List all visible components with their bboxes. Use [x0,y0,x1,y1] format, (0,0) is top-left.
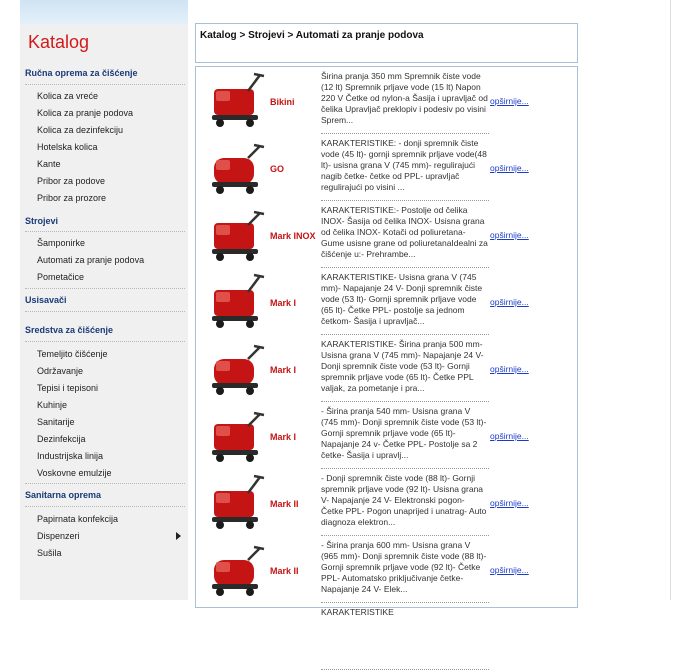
category-heading-strojevi[interactable]: Strojevi [25,216,59,226]
category-item-samponirke[interactable]: Šamponirke [37,238,86,248]
product-list [195,66,578,617]
header-strip [20,0,188,24]
category-item-kolica-za-vrece[interactable]: Kolica za vreće [37,91,99,101]
category-item-hotelska-kolica[interactable]: Hotelska kolica [37,142,98,152]
product-name[interactable]: Mark I [270,298,297,308]
category-heading-usisavaci[interactable]: Usisavači [25,295,67,305]
category-item-kante[interactable]: Kante [37,159,61,169]
main-content [188,0,670,617]
product-row [196,67,577,134]
read-more-link[interactable]: opširnije... [490,96,529,106]
product-description: KARAKTERISTIKE- Širina pranja 500 mm- Usisna grana V (745 mm)- Napajanje 24 V- Donji spremnik čiste vode (53 lt)- Gornji spremnik prljave vode (65 lt)- Četke PPL valjak, za pometanje i pra... [321,339,489,402]
category-item-sanitarije[interactable]: Sanitarije [37,417,75,427]
breadcrumb-box [195,23,578,63]
category-item-dispenzeri[interactable]: Dispenzeri [37,531,80,541]
sidebar-title: Katalog [28,32,90,52]
category-item-temeljito-ciscenje[interactable]: Temeljito čišćenje [37,349,108,359]
read-more-link[interactable]: opširnije... [490,230,529,240]
category-item-pribor-za-podove[interactable]: Pribor za podove [37,176,106,186]
category-item-susila[interactable]: Sušila [37,548,62,558]
product-row [196,268,577,335]
product-row [196,536,577,603]
product-name[interactable]: Mark I [270,365,297,375]
catalog-sidebar [20,24,188,600]
category-item-dezinfekcija[interactable]: Dezinfekcija [37,434,86,444]
product-name[interactable]: Mark II [270,566,299,576]
read-more-link[interactable]: opširnije... [490,297,529,307]
product-name[interactable]: GO [270,164,285,174]
read-more-link[interactable]: opširnije... [490,163,529,173]
category-item-automati-za-pranje-podova[interactable]: Automati za pranje podova [37,255,145,265]
product-description: - Donji spremnik čiste vode (88 lt)- Gornji spremnik prljave vode (92 lt)- Usisna grana V- Napajanje 24 V- Elektronski pogon- Četke PPL- Pogon unaprijed i unatrag- Auto diagnoza elektron... [321,473,489,536]
product-row [196,603,577,670]
browser-right-margin [670,0,690,600]
product-row [196,469,577,536]
submenu-arrow-icon [176,532,181,540]
product-row [196,201,577,268]
category-item-odrzavanje[interactable]: Održavanje [37,366,84,376]
category-item-voskovne-emulzije[interactable]: Voskovne emulzije [37,468,112,478]
product-name[interactable]: Mark INOX [270,231,316,241]
category-item-kuhinje[interactable]: Kuhinje [37,400,68,410]
product-description: - Širina pranja 600 mm- Usisna grana V (965 mm)- Donji spremnik čiste vode (88 lt)- Gornji spremnik prljave vode (92 lt)- Četke PPL- Automatsko priključivanje četke- Napajanje 24 V- Elek... [321,540,489,603]
product-description: Širina pranja 350 mm Spremnik čiste vode (12 lt) Spremnik prljave vode (15 lt) Napon 220 V Četke od nylon-a Šasija i upravljač od čelika Upravljač preklopiv i podesiv po visini Sprem... [321,71,489,134]
floor-scrubber-machine-image[interactable] [204,138,266,198]
divider [25,231,185,232]
read-more-link[interactable]: opširnije... [490,364,529,374]
category-item-kolica-za-pranje-podova[interactable]: Kolica za pranje podova [37,108,134,118]
category-heading-rucna-oprema[interactable]: Ručna oprema za čišćenje [25,68,138,78]
divider [25,341,185,342]
category-item-pribor-za-prozore[interactable]: Pribor za prozore [37,193,107,203]
product-description: KARAKTERISTIKE [321,607,489,670]
floor-scrubber-machine-image[interactable] [204,272,266,332]
product-row [196,402,577,469]
breadcrumb: Katalog > Strojevi > Automati za pranje podova [200,30,424,41]
floor-scrubber-machine-image[interactable] [204,71,266,131]
read-more-link[interactable]: opširnije... [490,565,529,575]
product-name[interactable]: Bikini [270,97,295,107]
product-name[interactable]: Mark II [270,499,299,509]
floor-scrubber-machine-image[interactable] [204,205,266,265]
category-item-kolica-za-dezinfekciju[interactable]: Kolica za dezinfekciju [37,125,124,135]
divider [25,483,185,484]
category-item-tepisi-i-tepisoni[interactable]: Tepisi i tepisoni [37,383,99,393]
category-item-pometacice[interactable]: Pometačice [37,272,85,282]
divider [25,506,185,507]
divider [25,288,185,289]
product-row [196,335,577,402]
product-description: KARAKTERISTIKE- Usisna grana V (745 mm)- Napajanje 24 V- Donji spremnik čiste vode (53 lt)- Gornji spremnik prljave vode (65 lt)- Četke PPL- postolje sa jednom četkom- Šasija i upravljač... [321,272,489,335]
floor-scrubber-machine-image[interactable] [204,406,266,466]
floor-scrubber-machine-image[interactable] [204,540,266,600]
floor-scrubber-machine-image[interactable] [204,473,266,533]
product-name[interactable]: Mark I [270,432,297,442]
read-more-link[interactable]: opširnije... [490,431,529,441]
product-description: KARAKTERISTIKE:- Postolje od čelika INOX- Šasija od čelika INOX- Usisna grana od čelika INOX- Kotači od poliuretana- Gume usisne grane od poliuretanaIdealni za čišćenje u:- Prehrambe... [321,205,489,268]
category-heading-sredstva-za-ciscenje[interactable]: Sredstva za čišćenje [25,325,114,335]
category-item-industrijska-linija[interactable]: Industrijska linija [37,451,104,461]
browser-left-margin [0,0,20,600]
product-description: KARAKTERISTIKE: - donji spremnik čiste vode (45 lt)- gornji spremnik prljave vode(48 lt)- usisna grana V (745 mm)- regulirajući nagib četke- četke od PPL- upravljač regulirajući po visini ... [321,138,489,201]
floor-scrubber-machine-image[interactable] [204,339,266,399]
category-item-papirnata-konfekcija[interactable]: Papirnata konfekcija [37,514,119,524]
product-description: - Širina pranja 540 mm- Usisna grana V (745 mm)- Donji spremnik čiste vode (53 lt)- Gornji spremnik prljave vode (65 lt)- Napajanje 24 v- Četke PPL- Postolje sa 2 četke- Šasija i upravlj... [321,406,489,469]
product-row [196,134,577,201]
category-heading-sanitarna-oprema[interactable]: Sanitarna oprema [25,490,102,500]
divider [25,84,185,85]
divider [25,311,185,312]
read-more-link[interactable]: opširnije... [490,498,529,508]
